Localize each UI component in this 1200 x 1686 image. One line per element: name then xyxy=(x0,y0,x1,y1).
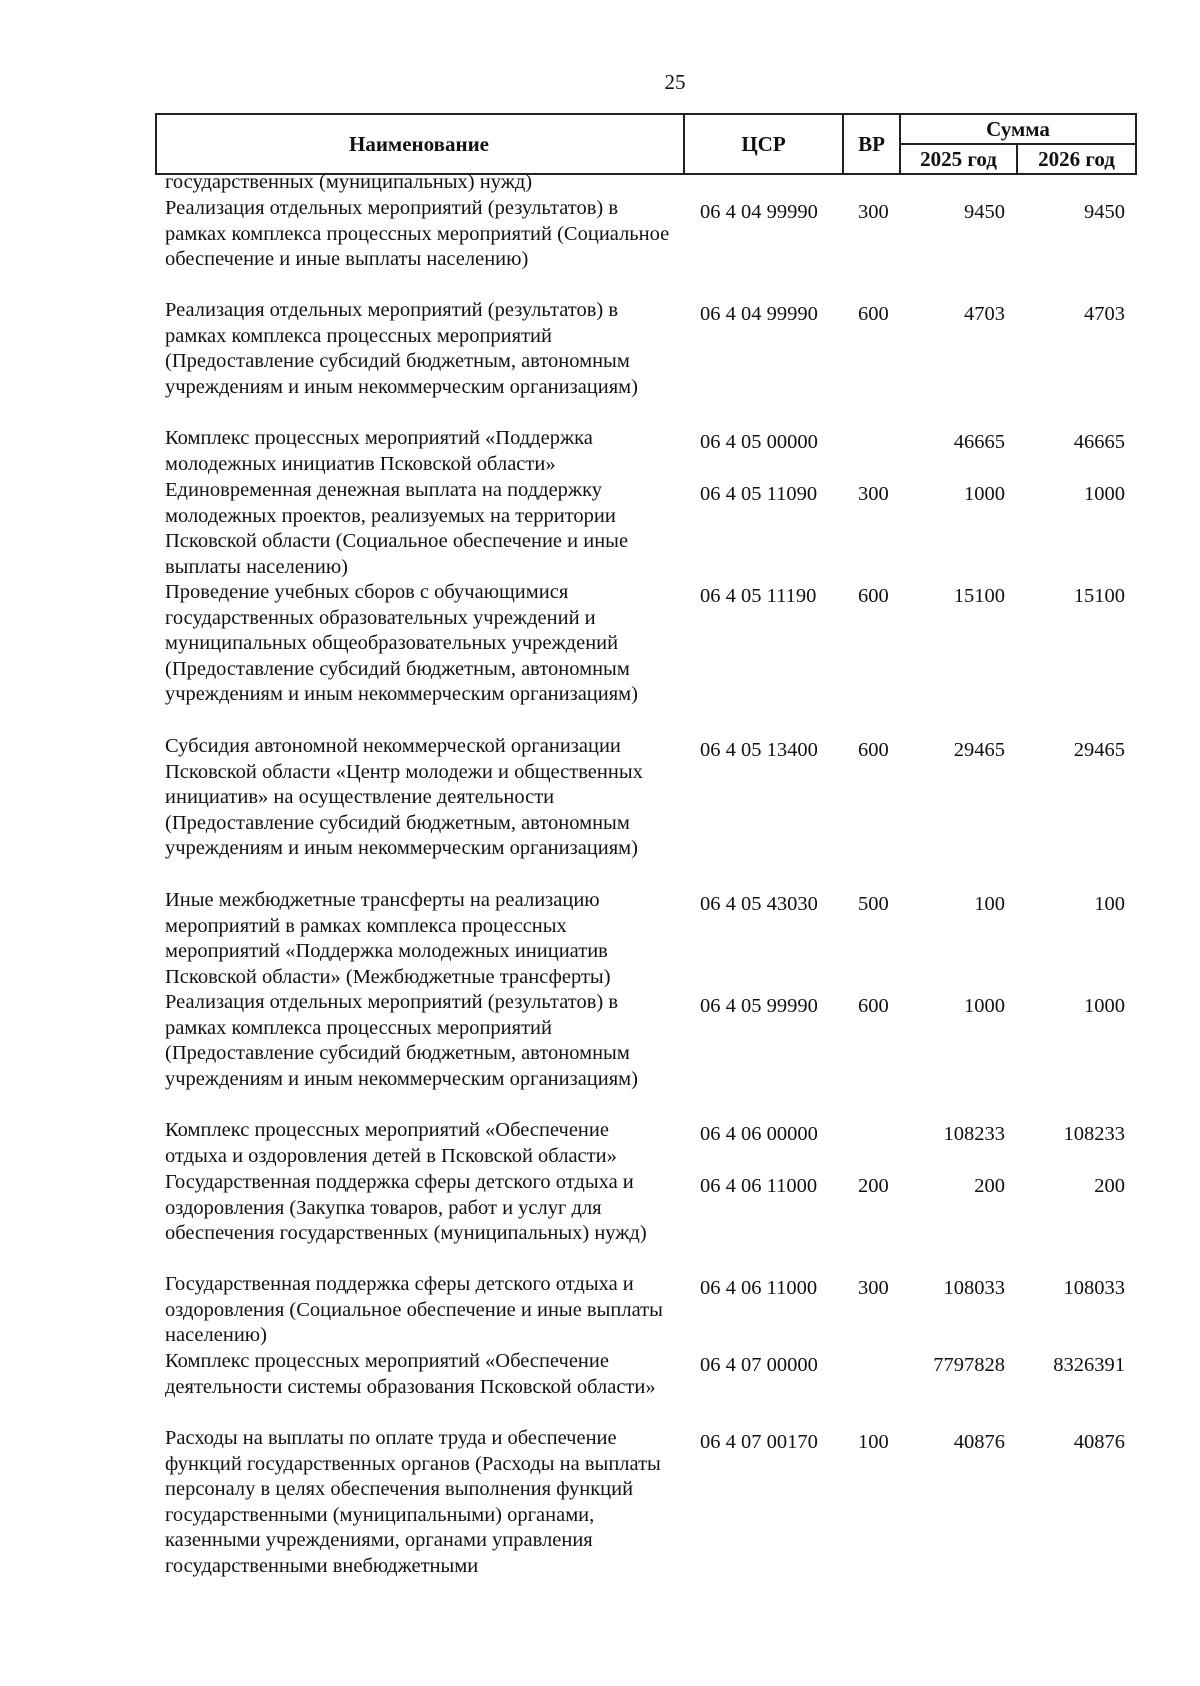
row-2026: 200 xyxy=(1094,1175,1125,1197)
row-vr: 500 xyxy=(858,893,889,915)
row-name: Реализация отдельных мероприятий (результатов) в рамках комплекса процессных мероприятий (Социальное обеспечение и иные выплаты населению) xyxy=(165,197,670,271)
row-2025: 29465 xyxy=(953,739,1005,761)
row-csr: 06 4 06 11000 xyxy=(700,1277,818,1299)
table-row xyxy=(0,1426,1200,1580)
table-row xyxy=(0,1349,1200,1426)
row-name: Проведение учебных сборов с обучающимися государственных образовательных учреждений и муниципальных общеобразовательных учреждений (Предоставление субсидий бюджетным, автономным учреждениям и иным некоммерческим организациям) xyxy=(165,581,638,706)
row-2025: 108033 xyxy=(943,1277,1005,1299)
header-year-2026: 2026 год xyxy=(1038,146,1115,171)
row-name: Государственная поддержка сферы детского отдыха и оздоровления (Социальное обеспечение и иные выплаты населению) xyxy=(165,1273,663,1347)
row-vr: 600 xyxy=(858,585,889,607)
row-2026: 9450 xyxy=(1084,201,1125,223)
row-csr: 06 4 04 99990 xyxy=(700,201,818,223)
row-csr: 06 4 05 13400 xyxy=(700,739,818,761)
row-csr: 06 4 05 99990 xyxy=(700,995,818,1017)
table-header xyxy=(155,113,1137,175)
row-2025: 1000 xyxy=(964,995,1005,1017)
row-csr: 06 4 05 43030 xyxy=(700,893,818,915)
row-2026: 100 xyxy=(1094,893,1125,915)
row-2026: 15100 xyxy=(1073,585,1125,607)
table-row xyxy=(0,478,1200,580)
row-2026: 108033 xyxy=(1063,1277,1125,1299)
row-2026: 29465 xyxy=(1073,739,1125,761)
row-2025: 200 xyxy=(974,1175,1005,1197)
header-csr: ЦСР xyxy=(741,131,786,156)
row-csr: 06 4 06 00000 xyxy=(700,1123,818,1145)
row-name: Иные межбюджетные трансферты на реализацию мероприятий в рамках комплекса процессных мероприятий «Поддержка молодежных инициатив Псковской области» (Межбюджетные трансферты) xyxy=(165,889,611,988)
table-row xyxy=(0,888,1200,990)
header-vr: ВР xyxy=(858,131,885,156)
row-2025: 15100 xyxy=(953,585,1005,607)
header-year-2025: 2025 год xyxy=(920,146,997,171)
row-2025: 100 xyxy=(974,893,1005,915)
table-row xyxy=(0,426,1200,478)
row-vr: 300 xyxy=(858,201,889,223)
table-row xyxy=(0,196,1200,298)
row-name: Комплекс процессных мероприятий «Поддержка молодежных инициатив Псковской области» xyxy=(165,427,593,475)
row-vr: 300 xyxy=(858,483,889,505)
table-row xyxy=(0,170,1200,196)
table-row xyxy=(0,298,1200,426)
row-2026: 46665 xyxy=(1073,431,1125,453)
row-2025: 7797828 xyxy=(933,1354,1005,1376)
row-name: Государственная поддержка сферы детского отдыха и оздоровления (Закупка товаров, работ и услуг для обеспечения государственных (муниципальных) нужд) xyxy=(165,1171,647,1245)
row-vr: 600 xyxy=(858,995,889,1017)
row-vr: 200 xyxy=(858,1175,889,1197)
row-2026: 40876 xyxy=(1073,1431,1125,1453)
row-name: Реализация отдельных мероприятий (результатов) в рамках комплекса процессных мероприятий (Предоставление субсидий бюджетным, автономным учреждениям и иным некоммерческим организациям) xyxy=(165,991,638,1090)
row-2025: 108233 xyxy=(943,1123,1005,1145)
table-row xyxy=(0,990,1200,1118)
row-2025: 46665 xyxy=(953,431,1005,453)
row-csr: 06 4 05 11090 xyxy=(700,483,818,505)
row-2026: 8326391 xyxy=(1053,1354,1125,1376)
row-csr: 06 4 07 00000 xyxy=(700,1354,818,1376)
table-row xyxy=(0,580,1200,734)
row-csr: 06 4 07 00170 xyxy=(700,1431,818,1453)
table-row xyxy=(0,1272,1200,1349)
row-2025: 1000 xyxy=(964,483,1005,505)
table-row xyxy=(0,1118,1200,1170)
row-name: Комплекс процессных мероприятий «Обеспечение отдыха и оздоровления детей в Псковской области» xyxy=(165,1119,617,1167)
row-vr: 600 xyxy=(858,303,889,325)
row-name: Субсидия автономной некоммерческой организации Псковской области «Центр молодежи и общественных инициатив» на осуществление деятельности (Предоставление субсидий бюджетным, автономным учреждениям и иным некоммерческим организациям) xyxy=(165,735,643,860)
row-csr: 06 4 04 99990 xyxy=(700,303,818,325)
table-body xyxy=(0,170,1200,1580)
table-row xyxy=(0,1170,1200,1272)
row-name: Комплекс процессных мероприятий «Обеспечение деятельности системы образования Псковской области» xyxy=(165,1350,656,1398)
row-vr: 600 xyxy=(858,739,889,761)
page-number: 25 xyxy=(664,70,686,94)
row-name: государственных (муниципальных) нужд) xyxy=(165,171,533,193)
table-row xyxy=(0,734,1200,888)
row-name: Единовременная денежная выплата на поддержку молодежных проектов, реализуемых на территории Псковской области (Социальное обеспечение и иные выплаты населению) xyxy=(165,479,629,578)
row-2026: 108233 xyxy=(1063,1123,1125,1145)
row-2026: 1000 xyxy=(1084,995,1125,1017)
row-2026: 4703 xyxy=(1084,303,1125,325)
header-name: Наименование xyxy=(349,131,489,156)
row-csr: 06 4 05 00000 xyxy=(700,431,818,453)
row-name: Реализация отдельных мероприятий (результатов) в рамках комплекса процессных мероприятий (Предоставление субсидий бюджетным, автономным учреждениям и иным некоммерческим организациям) xyxy=(165,299,638,398)
row-2025: 4703 xyxy=(964,303,1005,325)
row-vr: 100 xyxy=(858,1431,889,1453)
row-2025: 9450 xyxy=(964,201,1005,223)
row-csr: 06 4 05 11190 xyxy=(700,585,817,607)
header-sum: Сумма xyxy=(986,116,1050,141)
row-name: Расходы на выплаты по оплате труда и обеспечение функций государственных органов (Расходы на выплаты персоналу в целях обеспечения выполнения функций государственными (муниципальными) органами, казенными учреждениями, органами управления государственными внебюджетными xyxy=(165,1427,661,1577)
row-2025: 40876 xyxy=(953,1431,1005,1453)
row-2026: 1000 xyxy=(1084,483,1125,505)
row-csr: 06 4 06 11000 xyxy=(700,1175,818,1197)
row-vr: 300 xyxy=(858,1277,889,1299)
